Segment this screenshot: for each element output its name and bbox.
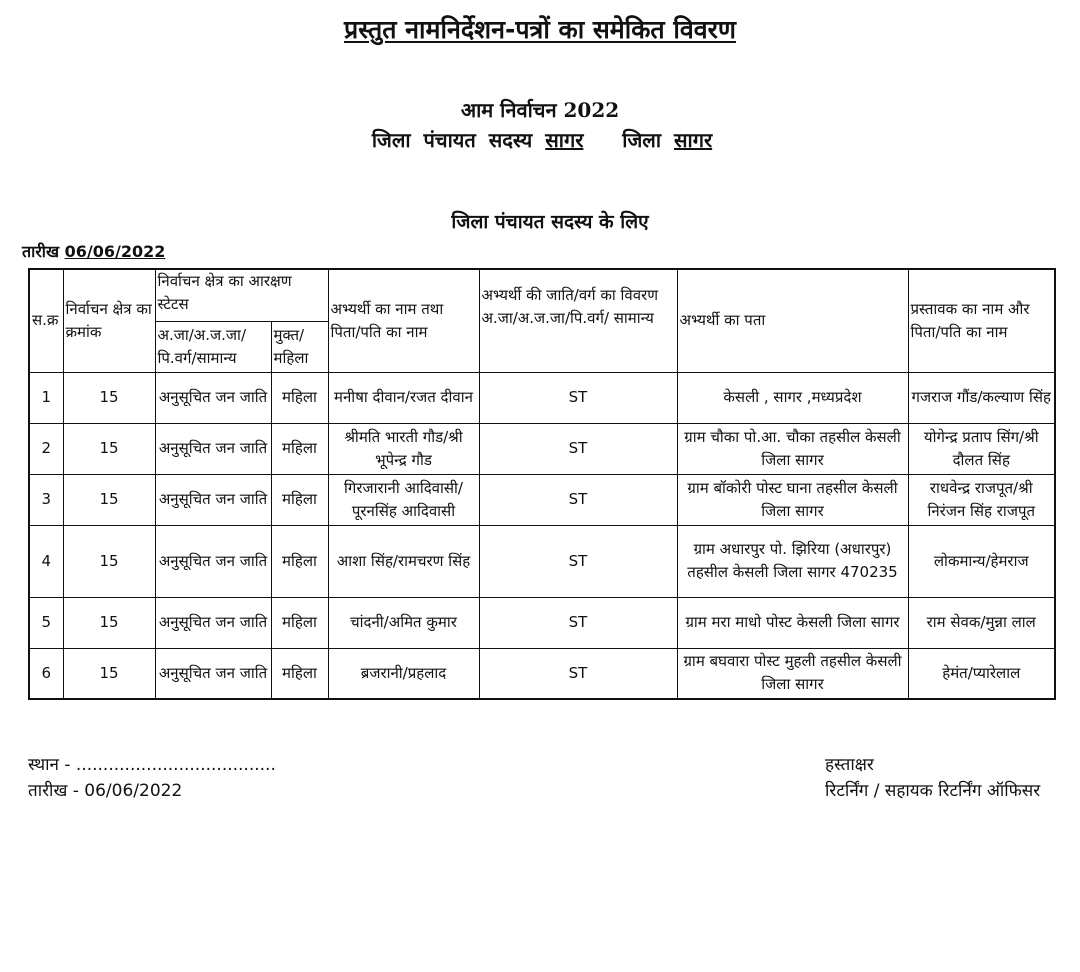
cell-constituency-no: 15 — [63, 372, 155, 423]
section-heading: जिला पंचायत सदस्य के लिए — [451, 211, 649, 233]
cell-proposer: योगेन्द्र प्रताप सिंग/श्री दौलत सिंह — [908, 423, 1055, 474]
cell-constituency-no: 15 — [63, 648, 155, 699]
header-serial: स.क्र — [29, 269, 63, 372]
cell-address: ग्राम बॉकोरी पोस्ट घाना तहसील केसली जिला सागर — [677, 474, 908, 525]
cell-category: अनुसूचित जन जाति — [155, 372, 271, 423]
cell-serial: 5 — [29, 597, 63, 648]
cell-category: अनुसूचित जन जाति — [155, 474, 271, 525]
cell-constituency-no: 15 — [63, 525, 155, 597]
cell-gender: महिला — [271, 525, 328, 597]
cell-constituency-no: 15 — [63, 474, 155, 525]
cell-category: अनुसूचित जन जाति — [155, 597, 271, 648]
cell-serial: 6 — [29, 648, 63, 699]
cell-gender: महिला — [271, 597, 328, 648]
cell-candidate: गिरजारानी आदिवासी/ पूरनसिंह आदिवासी — [328, 474, 479, 525]
cell-address: ग्राम मरा माधो पोस्ट केसली जिला सागर — [677, 597, 908, 648]
district-value: सागर — [674, 128, 713, 152]
header-reservation-status: निर्वाचन क्षेत्र का आरक्षण स्टेटस — [155, 269, 328, 321]
header-candidate-name: अभ्यर्थी का नाम तथा पिता/पति का नाम — [328, 269, 479, 372]
cell-caste: ST — [479, 474, 677, 525]
header-candidate-caste: अभ्यर्थी की जाति/वर्ग का विवरण अ.जा/अ.ज.जा/पि.वर्ग/ सामान्य — [479, 269, 677, 372]
table-body — [29, 372, 1055, 699]
document-date — [22, 240, 165, 262]
cell-category: अनुसूचित जन जाति — [155, 423, 271, 474]
cell-category: अनुसूचित जन जाति — [155, 648, 271, 699]
footer-date-line: तारीख - 06/06/2022 — [28, 781, 183, 801]
document-title-text: प्रस्तुत नामनिर्देशन-पत्रों का समेकित विवरण — [344, 15, 736, 44]
cell-constituency-no: 15 — [63, 423, 155, 474]
header-reservation-category: अ.जा/अ.ज.जा/ पि.वर्ग/सामान्य — [155, 321, 271, 372]
cell-caste: ST — [479, 372, 677, 423]
cell-serial: 4 — [29, 525, 63, 597]
header-constituency-no: निर्वाचन क्षेत्र का क्रमांक — [63, 269, 155, 372]
cell-candidate: मनीषा दीवान/रजत दीवान — [328, 372, 479, 423]
post-line — [0, 126, 1080, 153]
cell-serial: 3 — [29, 474, 63, 525]
cell-candidate: श्रीमति भारती गौड/श्री भूपेन्द्र गौड — [328, 423, 479, 474]
cell-caste: ST — [479, 597, 677, 648]
date-label: तारीख — [22, 242, 60, 261]
cell-proposer: लोकमान्य/हेमराज — [908, 525, 1055, 597]
cell-caste: ST — [479, 423, 677, 474]
election-line: आम निर्वाचन 2022 — [460, 98, 620, 122]
nominations-table — [28, 268, 1056, 700]
cell-proposer: राम सेवक/मुन्ना लाल — [908, 597, 1055, 648]
place-line: स्थान - ..................................... — [28, 755, 276, 775]
table-row — [29, 525, 1055, 597]
cell-proposer: राधवेन्द्र राजपूत/श्री निरंजन सिंह राजपूत — [908, 474, 1055, 525]
cell-serial: 1 — [29, 372, 63, 423]
cell-caste: ST — [479, 525, 677, 597]
cell-category: अनुसूचित जन जाति — [155, 525, 271, 597]
cell-address: ग्राम बघवारा पोस्ट मुहली तहसील केसली जिला सागर — [677, 648, 908, 699]
table-row — [29, 597, 1055, 648]
table-row — [29, 648, 1055, 699]
officer-label: रिटर्निंग / सहायक रिटर्निंग ऑफिसर — [825, 781, 1041, 801]
cell-proposer: गजराज गौंड/कल्याण सिंह — [908, 372, 1055, 423]
cell-address: केसली , सागर ,मध्यप्रदेश — [677, 372, 908, 423]
date-value: 06/06/2022 — [64, 242, 166, 261]
cell-candidate: चांदनी/अमित कुमार — [328, 597, 479, 648]
cell-serial: 2 — [29, 423, 63, 474]
cell-address: ग्राम चौका पो.आ. चौका तहसील केसली जिला सागर — [677, 423, 908, 474]
cell-gender: महिला — [271, 648, 328, 699]
cell-gender: महिला — [271, 423, 328, 474]
cell-constituency-no: 15 — [63, 597, 155, 648]
cell-proposer: हेमंत/प्यारेलाल — [908, 648, 1055, 699]
cell-gender: महिला — [271, 474, 328, 525]
table-row — [29, 423, 1055, 474]
cell-gender: महिला — [271, 372, 328, 423]
cell-address: ग्राम अधारपुर पो. झिरिया (अधारपुर) तहसील केसली जिला सागर 470235 — [677, 525, 908, 597]
header-reservation-gender: मुक्त/ महिला — [271, 321, 328, 372]
table-row — [29, 474, 1055, 525]
cell-caste: ST — [479, 648, 677, 699]
post-label: जिला पंचायत सदस्य — [371, 128, 533, 152]
header-proposer-name: प्रस्तावक का नाम और पिता/पति का नाम — [908, 269, 1055, 372]
cell-candidate: आशा सिंह/रामचरण सिंह — [328, 525, 479, 597]
post-value: सागर — [545, 128, 584, 152]
table-row — [29, 372, 1055, 423]
header-candidate-address: अभ्यर्थी का पता — [677, 269, 908, 372]
document-title — [0, 12, 1080, 46]
district-label: जिला — [622, 128, 662, 152]
signature-label: हस्ताक्षर — [825, 755, 874, 775]
cell-candidate: ब्रजरानी/प्रहलाद — [328, 648, 479, 699]
